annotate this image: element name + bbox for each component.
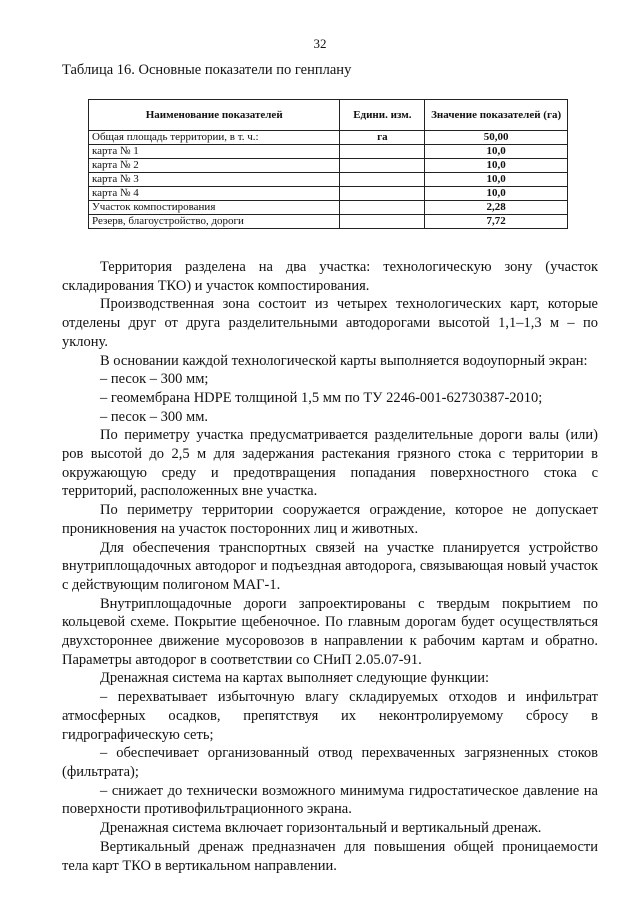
list-item: – перехватывает избыточную влагу складируемых отходов и инфильтрат атмосферных осадков, препятствуя их неконтролируемому сбросу в гидрографическую сеть;	[62, 689, 598, 743]
cell-name: Участок компостирования	[89, 201, 340, 215]
cell-value: 50,00	[425, 131, 568, 145]
cell-name: карта № 1	[89, 145, 340, 159]
table-row	[89, 201, 568, 215]
cell-value: 10,0	[425, 159, 568, 173]
cell-unit	[340, 173, 425, 187]
paragraph: Вертикальный дренаж предназначен для повышения общей проницаемости тела карт ТКО в вертикальном направлении.	[62, 838, 598, 874]
cell-name: Резерв, благоустройство, дороги	[89, 215, 340, 229]
list-item: – песок – 300 мм.	[100, 408, 209, 425]
cell-value: 10,0	[425, 173, 568, 187]
list-item: – песок – 300 мм;	[100, 371, 209, 388]
list-item: – снижает до технически возможного минимума гидростатическое давление на поверхности противофильтрационного экрана.	[62, 782, 598, 818]
list-item: – геомембрана HDPE толщиной 1,5 мм по ТУ 2246-001-62730387-2010;	[100, 389, 543, 406]
cell-name: Общая площадь территории, в т. ч.:	[89, 131, 340, 145]
page-number: 32	[313, 36, 327, 51]
table-row	[89, 215, 568, 229]
cell-unit	[340, 159, 425, 173]
paragraph: Территория разделена на два участка: технологическую зону (участок складирования ТКО) и участок компостирования.	[62, 259, 598, 294]
cell-unit	[340, 187, 425, 201]
body-text	[62, 258, 598, 875]
indicators-table	[88, 99, 568, 229]
table-row	[89, 131, 568, 145]
paragraph: По периметру участка предусматривается разделительные дороги валы (или) ров высотой до 2,5 м для задержания растекания грязного стока с территории в окружающую среду и предотвращения попадания поверхностного стока с территорий, расположенных вне участка.	[62, 427, 598, 500]
table-header-row	[89, 100, 568, 131]
table-row	[89, 173, 568, 187]
cell-unit	[340, 145, 425, 159]
header-value: Значение показателей (га)	[425, 100, 568, 131]
header-unit: Едини. изм.	[340, 100, 425, 131]
cell-value: 10,0	[425, 187, 568, 201]
paragraph: Для обеспечения транспортных связей на участке планируется устройство внутриплощадочных автодорог и подъездная автодорога, связывающая новый участок с действующим полигоном МАГ-1.	[62, 539, 598, 593]
header-indicator-name: Наименование показателей	[89, 100, 340, 131]
cell-unit	[340, 201, 425, 215]
cell-name: карта № 4	[89, 187, 340, 201]
paragraph: Внутриплощадочные дороги запроектированы с твердым покрытием по кольцевой схеме. Покрытие щебеночное. По главным дорогам будет осуществляться двухстороннее движение мусоровозов в направлении к рабочим картам и обратно. Параметры автодорог в соответствии со СНиП 2.05.07-91.	[62, 595, 598, 668]
table-caption: Таблица 16. Основные показатели по генплану	[62, 62, 352, 78]
table-row	[89, 145, 568, 159]
cell-value: 10,0	[425, 145, 568, 159]
cell-value: 2,28	[425, 201, 568, 215]
list-item: – обеспечивает организованный отвод перехваченных загрязненных стоков (фильтрата);	[62, 745, 598, 780]
paragraph: Производственная зона состоит из четырех технологических карт, которые отделены друг от друга разделительными автодорогами высотой 1,1–1,3 м – по уклону.	[62, 296, 598, 350]
paragraph: В основании каждой технологической карты выполняется водоупорный экран:	[100, 352, 588, 369]
cell-unit: га	[340, 131, 425, 145]
table-row	[89, 187, 568, 201]
table-row	[89, 159, 568, 173]
cell-name: карта № 3	[89, 173, 340, 187]
cell-unit	[340, 215, 425, 229]
cell-name: карта № 2	[89, 159, 340, 173]
paragraph: По периметру территории сооружается ограждение, которое не допускает проникновения на участок посторонних лиц и животных.	[62, 502, 598, 537]
cell-value: 7,72	[425, 215, 568, 229]
paragraph: Дренажная система на картах выполняет следующие функции:	[100, 670, 490, 687]
paragraph: Дренажная система включает горизонтальный и вертикальный дренаж.	[100, 820, 542, 837]
